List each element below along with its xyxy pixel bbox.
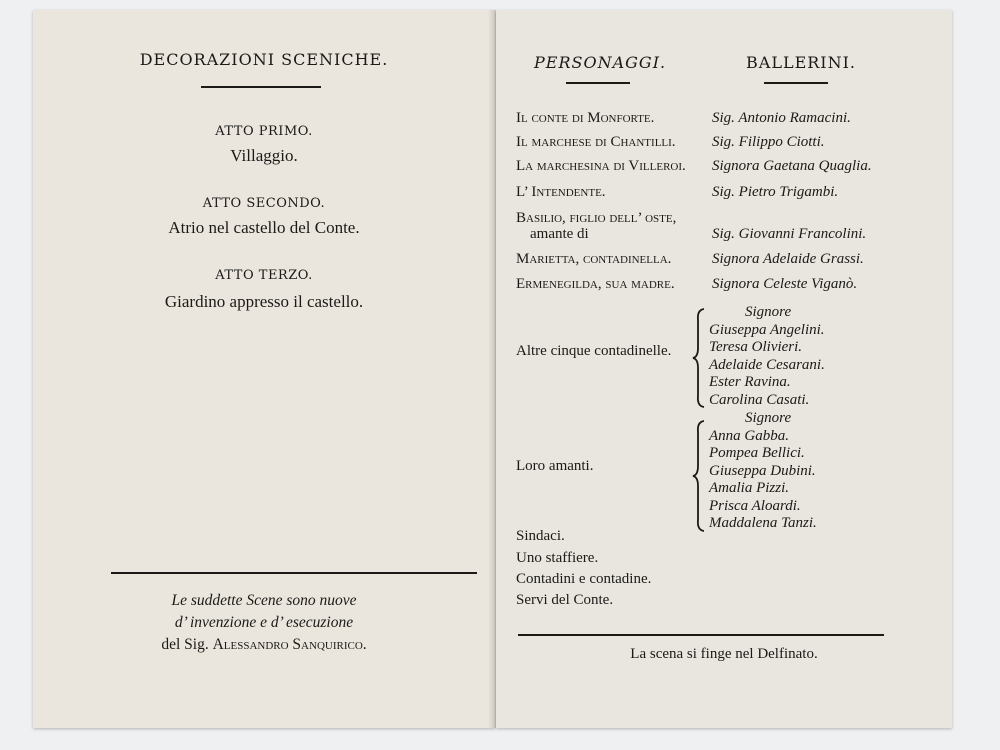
cast-row-5b (516, 226, 936, 246)
others-2: Uno staffiere. (516, 550, 599, 566)
cast-row-4 (516, 184, 936, 204)
group-2-name: Maddalena Tanzi. (709, 515, 817, 531)
cast-row-2 (516, 134, 936, 154)
group-2-name: Prisca Aloardi. (709, 497, 801, 514)
left-page (33, 10, 495, 728)
group-1-name: Teresa Olivieri. (709, 339, 803, 355)
right-page (496, 10, 952, 728)
performer-name: Signora Gaetana Quaglia. (712, 158, 872, 174)
group-2-name: Amalia Pizzi. (709, 480, 790, 496)
group-2-names (709, 410, 817, 533)
group-1-name: Ester Ravina. (709, 374, 791, 390)
role-name-continued: amante di (530, 226, 589, 242)
role-name: La marchesina di Villeroi. (516, 158, 686, 174)
act-3-label: ATTO TERZO. (215, 268, 313, 283)
act-3-setting: Giardino appresso il castello. (164, 292, 364, 311)
role-name: L’ Intendente. (516, 184, 606, 200)
footer-rule (518, 634, 884, 636)
act-2-setting: Atrio nel castello del Conte. (168, 218, 360, 237)
credits-line-2: d’ invenzione e d’ esecuzione (174, 614, 354, 631)
group-1-name: Giuseppa Angelini. (709, 321, 825, 338)
designer-name: Alessandro Sanquirico. (212, 636, 367, 653)
performer-name: Sig. Antonio Ramacini. (712, 110, 851, 126)
act-1-setting: Villaggio. (230, 146, 298, 165)
credits-line-1 (33, 590, 495, 612)
performer-name: Signora Celeste Viganò. (712, 276, 858, 292)
act-1-label: ATTO PRIMO. (215, 124, 313, 139)
group-1-names (709, 304, 825, 409)
role-name: Marietta, contadinella. (516, 251, 672, 267)
credits-line-3 (33, 634, 495, 656)
cast-row-7 (516, 276, 936, 296)
brace-icon (692, 420, 706, 532)
personaggi-rule (566, 82, 630, 84)
group-1-name: Adelaide Cesarani. (709, 356, 825, 373)
performer-name: Sig. Pietro Trigambi. (712, 184, 839, 200)
group-2-name: Pompea Bellici. (709, 445, 805, 461)
role-name: Il marchese di Chantilli. (516, 134, 676, 150)
ballerini-heading: BALLERINI. (746, 53, 857, 72)
cast-row-1 (516, 110, 936, 130)
role-name: Il conte di Monforte. (516, 110, 655, 126)
credits-line-1-pre: Le suddette (171, 592, 243, 609)
setting-note: La scena si finge nel Delfinato. (630, 646, 818, 662)
others-4: Servi del Conte. (516, 592, 614, 608)
credits-line-3-pre: del Sig. (161, 636, 209, 653)
group-1-name: Carolina Casati. (709, 391, 810, 408)
brace-icon (692, 308, 706, 408)
group-1-title: Signore (745, 304, 792, 320)
performer-name: Sig. Filippo Ciotti. (712, 134, 825, 150)
cast-row-6 (516, 251, 936, 271)
others-1: Sindaci. (516, 528, 565, 544)
group-2-title: Signore (745, 410, 792, 426)
act-2-label: ATTO SECONDO. (202, 196, 326, 211)
credits-line-1-post: sono nuove (286, 592, 357, 609)
credits-line-1-scene: Scene (246, 592, 283, 609)
role-name: Basilio, figlio dell’ oste, (516, 210, 677, 226)
credits-rule (111, 572, 477, 574)
group-1-label: Altre cinque contadinelle. (516, 343, 672, 359)
performer-name: Signora Adelaide Grassi. (712, 251, 864, 267)
role-name: Ermenegilda, sua madre. (516, 276, 675, 292)
scenery-credits (33, 590, 495, 656)
group-2-name: Anna Gabba. (709, 427, 789, 444)
scenery-heading: DECORAZIONI SCENICHE. (139, 50, 389, 69)
heading-rule (201, 86, 321, 88)
personaggi-heading: PERSONAGGI. (534, 53, 667, 72)
ballerini-rule (764, 82, 828, 84)
cast-row-3 (516, 158, 936, 178)
group-2-name: Giuseppa Dubini. (709, 462, 816, 479)
others-3: Contadini e contadine. (516, 571, 652, 587)
performer-name: Sig. Giovanni Francolini. (712, 226, 867, 242)
group-2-label: Loro amanti. (516, 458, 594, 474)
